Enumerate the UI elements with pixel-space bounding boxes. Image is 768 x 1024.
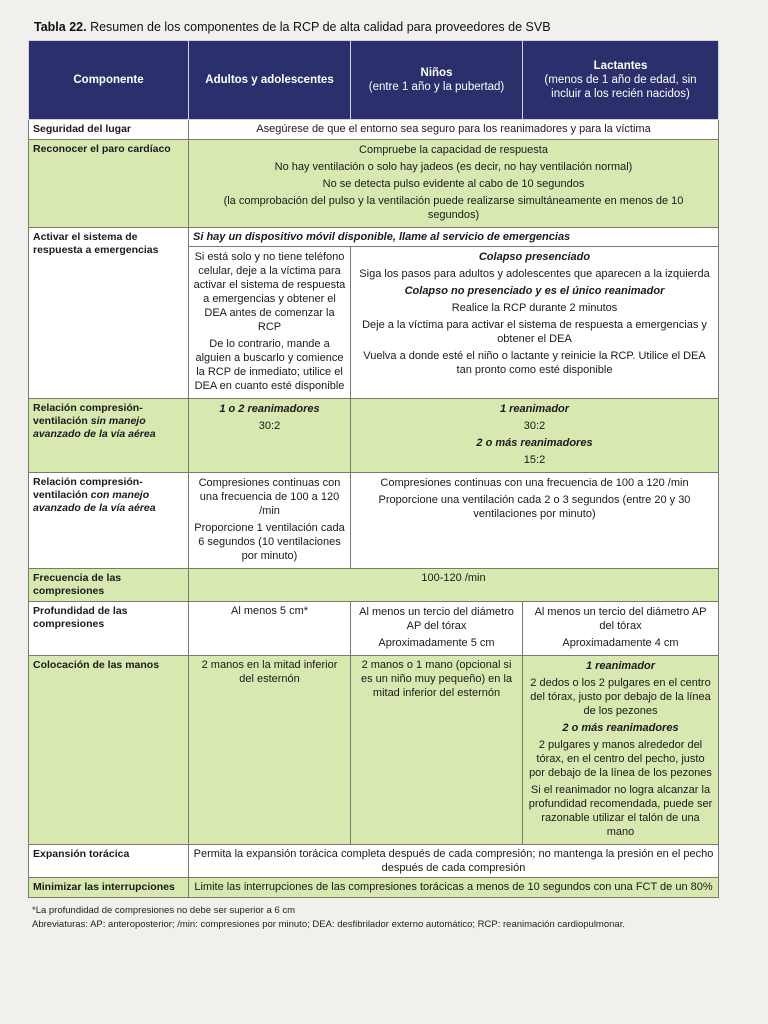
row-content: Asegúrese de que el entorno sea seguro para los reanimadores y para la víctima — [189, 120, 719, 140]
relacion-sin-child: 1 reanimador 30:2 2 o más reanimadores 15:2 — [351, 399, 719, 473]
profundidad-infant: Al menos un tercio del diámetro AP del tórax Aproximadamente 4 cm — [523, 602, 719, 656]
row-reconocer — [29, 140, 719, 228]
row-relacion-sin — [29, 399, 719, 473]
activar-adult-cell: Si está solo y no tiene teléfono celular, deje a la víctima para activar el sistema de respuesta a emergencias y obtener el DEA antes de comenzar la RCP De lo contrario, mande a alguien a buscarlo y comience la RCP de inmediato; utilice el DEA en cuanto esté disponible — [189, 247, 351, 399]
row-content: 100-120 /min — [189, 569, 719, 602]
header-adultos: Adultos y adolescentes — [189, 41, 351, 120]
row-seguridad — [29, 120, 719, 140]
table-header-row — [29, 41, 719, 120]
header-lactantes: Lactantes (menos de 1 año de edad, sin incluir a los recién nacidos) — [523, 41, 719, 120]
colocacion-adult: 2 manos en la mitad inferior del esternón — [189, 656, 351, 845]
row-label: Profundidad de las compresiones — [29, 602, 189, 656]
relacion-con-child: Compresiones continuas con una frecuencia de 100 a 120 /min Proporcione una ventilación cada 2 o 3 segundos (entre 20 y 30 ventilaciones por minuto) — [351, 473, 719, 569]
relacion-con-adult: Compresiones continuas con una frecuencia de 100 a 120 /min Proporcione 1 ventilación cada 6 segundos (10 ventilaciones por minuto) — [189, 473, 351, 569]
row-label: Colocación de las manos — [29, 656, 189, 845]
row-label: Frecuencia de las compresiones — [29, 569, 189, 602]
row-label: Seguridad del lugar — [29, 120, 189, 140]
row-content: Limite las interrupciones de las compresiones torácicas a menos de 10 segundos con una FCT de un 80% — [189, 878, 719, 898]
profundidad-adult: Al menos 5 cm* — [189, 602, 351, 656]
row-content: Permita la expansión torácica completa después de cada compresión; no mantenga la presión en el pecho después de cada compresión — [189, 845, 719, 878]
cpr-summary-table — [28, 40, 719, 898]
row-label: Activar el sistema de respuesta a emergencias — [29, 228, 189, 399]
row-content: Compruebe la capacidad de respuesta No hay ventilación o solo hay jadeos (es decir, no hay ventilación normal) No se detecta pulso evidente al cabo de 10 segundos (la comprobación del pulso y la ventilación puede realizarse simultáneamente en menos de 10 segundos) — [189, 140, 719, 228]
header-ninos: Niños (entre 1 año y la pubertad) — [351, 41, 523, 120]
row-profundidad — [29, 602, 719, 656]
row-minimizar — [29, 878, 719, 898]
document-page — [28, 18, 720, 932]
relacion-sin-adult: 1 o 2 reanimadores 30:2 — [189, 399, 351, 473]
row-label: Relación compresión-ventilación con manejo avanzado de la vía aérea — [29, 473, 189, 569]
footnote-depth: *La profundidad de compresiones no debe ser superior a 6 cm — [32, 905, 295, 916]
footnotes — [32, 904, 720, 932]
footnote-abbreviations: Abreviaturas: AP: anteroposterior; /min: compresiones por minuto; DEA: desfibrilador externo automático; RCP: reanimación cardiopulmonar. — [32, 919, 625, 930]
row-content: Si hay un dispositivo móvil disponible, llame al servicio de emergencias — [189, 228, 719, 247]
colocacion-child: 2 manos o 1 mano (opcional si es un niño muy pequeño) en la mitad inferior del esternón — [351, 656, 523, 845]
row-label: Reconocer el paro cardíaco — [29, 140, 189, 228]
row-activar-top — [29, 228, 719, 247]
table-title — [34, 20, 720, 34]
header-componente: Componente — [29, 41, 189, 120]
row-relacion-con — [29, 473, 719, 569]
row-frecuencia — [29, 569, 719, 602]
profundidad-child: Al menos un tercio del diámetro AP del tórax Aproximadamente 5 cm — [351, 602, 523, 656]
row-label: Relación compresión-ventilación sin manejo avanzado de la vía aérea — [29, 399, 189, 473]
table-number: Tabla 22. — [34, 20, 87, 34]
activar-child-cell: Colapso presenciado Siga los pasos para adultos y adolescentes que aparecen a la izquierda Colapso no presenciado y es el único reanimador Realice la RCP durante 2 minutos Deje a la víctima para activar el sistema de respuesta a emergencias y obtener el DEA Vuelva a donde esté el niño o lactante y reinicie la RCP. Utilice el DEA tan pronto como esté disponible — [351, 247, 719, 399]
row-expansion — [29, 845, 719, 878]
row-label: Minimizar las interrupciones — [29, 878, 189, 898]
table-title-text: Resumen de los componentes de la RCP de alta calidad para proveedores de SVB — [90, 20, 551, 34]
colocacion-infant: 1 reanimador 2 dedos o los 2 pulgares en el centro del tórax, justo por debajo de la línea de los pezones 2 o más reanimadores 2 pulgares y manos alrededor del tórax, en el centro del pecho, justo por debajo de la línea de los pezones Si el reanimador no logra alcanzar la profundidad recomendada, puede ser razonable utilizar el talón de una mano — [523, 656, 719, 845]
row-label: Expansión torácica — [29, 845, 189, 878]
row-colocacion — [29, 656, 719, 845]
